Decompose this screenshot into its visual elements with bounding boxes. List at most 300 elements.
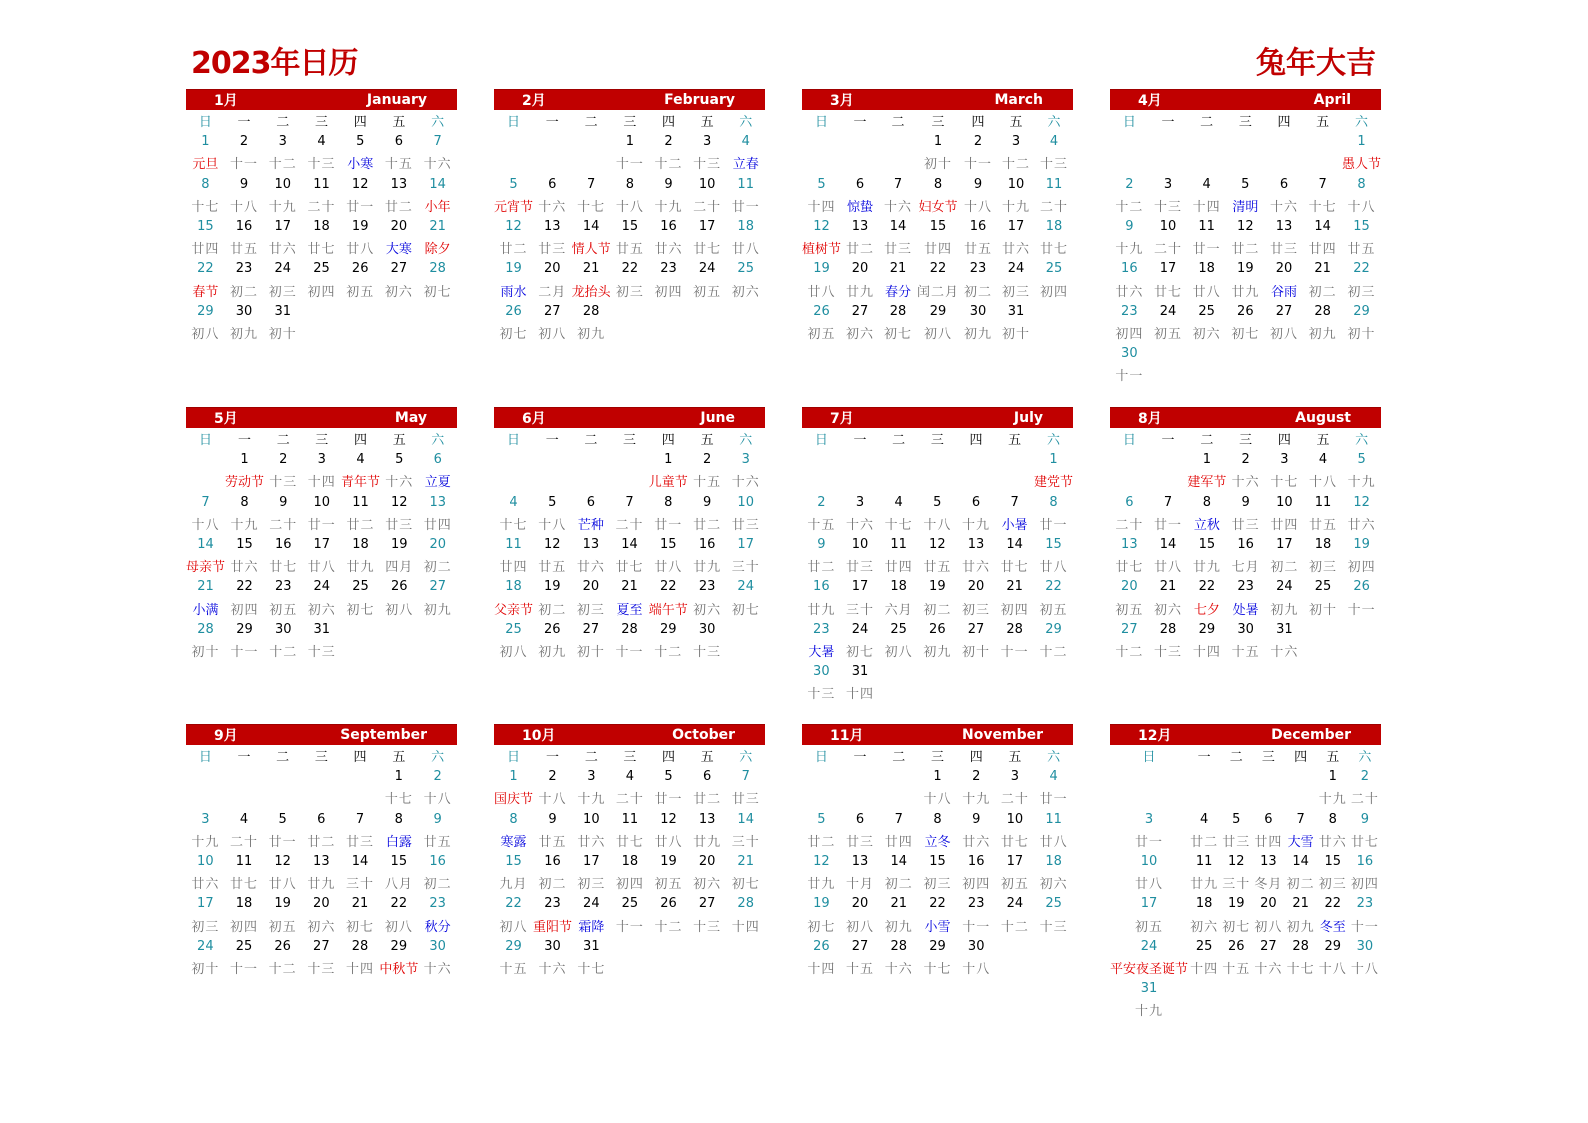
date-number: 26 — [1227, 938, 1245, 954]
solar-term: 小暑 — [1001, 517, 1028, 533]
lunar-date: 十二 — [654, 644, 683, 660]
date-number: 14 — [429, 176, 446, 192]
date-number: 14 — [737, 811, 754, 827]
date-number: 4 — [317, 134, 326, 150]
date-number: 12 — [813, 219, 830, 235]
empty-cell — [341, 640, 380, 661]
empty-cell — [1188, 766, 1220, 787]
festival-label: 儿童节 — [648, 475, 688, 491]
month-block — [186, 407, 457, 661]
month-header — [1110, 724, 1381, 745]
lunar-date: 廿九 — [307, 877, 336, 893]
date-number: 4 — [356, 452, 365, 468]
date-number: 18 — [621, 854, 639, 870]
lunar-date: 十四 — [731, 919, 760, 935]
festival-label: 植树节 — [802, 242, 842, 258]
lunar-date: 初五 — [693, 284, 722, 300]
solar-term: 芒种 — [577, 517, 604, 533]
date-number: 5 — [933, 494, 942, 510]
date-number: 12 — [1353, 494, 1370, 510]
date-number: 13 — [313, 854, 330, 870]
date-number: 23 — [813, 621, 830, 637]
date-number: 29 — [1324, 938, 1342, 954]
date-number: 27 — [851, 303, 869, 319]
month-name-en: May — [394, 410, 427, 426]
month-days-grid — [494, 745, 765, 978]
lunar-date: 廿七 — [1153, 284, 1182, 300]
date-number: 19 — [544, 579, 561, 595]
date-number: 3 — [1011, 134, 1021, 150]
lunar-date: 十八 — [230, 199, 259, 215]
empty-cell — [918, 449, 957, 470]
lunar-date: 十一 — [615, 644, 644, 660]
date-number: 22 — [1198, 579, 1216, 595]
date-number: 1 — [664, 452, 673, 468]
lunar-date: 十八 — [964, 199, 993, 215]
weekday-label: 日 — [507, 115, 521, 131]
month-block — [1110, 407, 1381, 661]
lunar-date: 十九 — [230, 517, 259, 533]
month-days-grid — [1110, 428, 1381, 661]
date-number: 22 — [1324, 896, 1342, 912]
date-number: 15 — [1324, 854, 1342, 870]
date-number: 6 — [317, 811, 326, 827]
empty-cell — [1342, 619, 1381, 640]
weekday-label: 日 — [1122, 433, 1136, 449]
lunar-date: 廿八 — [1153, 560, 1182, 576]
date-number: 13 — [390, 176, 408, 192]
date-number: 7 — [1010, 494, 1019, 510]
empty-cell — [1034, 936, 1073, 957]
month-name-en: July — [1013, 410, 1043, 426]
empty-cell — [1110, 766, 1188, 787]
lunar-date: 十七 — [577, 199, 606, 215]
date-number: 11 — [890, 537, 907, 553]
lunar-date: 十二 — [1001, 157, 1030, 173]
lunar-date: 廿一 — [654, 517, 683, 533]
weekday-label: 六 — [1046, 433, 1060, 449]
weekday-label: 一 — [1161, 115, 1175, 131]
lunar-date: 廿五 — [538, 834, 567, 850]
lunar-date: 初六 — [1190, 919, 1219, 935]
date-number: 9 — [972, 811, 981, 827]
date-number: 21 — [582, 261, 600, 277]
lunar-date: 六月 — [884, 602, 913, 618]
lunar-date: 廿八 — [731, 242, 760, 258]
empty-cell — [225, 787, 264, 808]
lunar-date: 初五 — [346, 284, 375, 300]
lunar-date: 十四 — [345, 961, 374, 977]
weekday-label: 三 — [623, 750, 637, 766]
date-number: 11 — [313, 176, 330, 192]
date-number: 26 — [813, 938, 830, 954]
lunar-date: 初九 — [538, 644, 567, 660]
date-number: 4 — [741, 134, 750, 150]
date-number: 25 — [313, 261, 330, 277]
solar-term: 惊蛰 — [847, 199, 874, 215]
date-number: 3 — [741, 452, 750, 468]
date-number: 9 — [433, 811, 442, 827]
month-name-en: December — [1271, 727, 1351, 743]
date-number: 31 — [851, 664, 869, 680]
lunar-date: 廿五 — [615, 242, 644, 258]
date-number: 13 — [429, 494, 447, 510]
date-number: 8 — [933, 176, 943, 192]
month-name-cn: 6月 — [522, 411, 546, 427]
date-number: 26 — [1237, 303, 1254, 319]
date-number: 3 — [1280, 452, 1289, 468]
lunar-date: 十九 — [1001, 199, 1030, 215]
lunar-date: 廿四 — [924, 242, 953, 258]
date-number: 23 — [969, 261, 987, 277]
solar-term: 冬至 — [1319, 919, 1346, 935]
date-number: 17 — [1140, 896, 1158, 912]
lunar-date: 廿一 — [1039, 517, 1068, 533]
date-number: 30 — [1356, 938, 1374, 954]
empty-cell — [533, 152, 572, 173]
month-block — [494, 407, 765, 661]
date-number: 7 — [201, 494, 210, 510]
date-number: 6 — [702, 769, 712, 785]
empty-cell — [419, 640, 458, 661]
lunar-date: 廿七 — [1115, 560, 1144, 576]
lunar-date: 十七 — [384, 792, 413, 808]
empty-cell — [1226, 343, 1265, 364]
lunar-date: 二十 — [1039, 199, 1068, 215]
date-number: 20 — [429, 537, 447, 553]
date-number: 4 — [625, 769, 635, 785]
lunar-date: 初二 — [230, 284, 259, 300]
date-number: 29 — [1353, 303, 1370, 319]
empty-cell — [1304, 640, 1343, 661]
lunar-date: 廿四 — [884, 560, 913, 576]
lunar-date: 十八 — [1347, 199, 1376, 215]
month-days-grid — [494, 428, 765, 661]
solar-term: 白露 — [385, 834, 412, 850]
weekday-label: 日 — [199, 433, 213, 449]
date-number: 7 — [433, 134, 442, 150]
date-number: 17 — [1006, 854, 1024, 870]
date-number: 20 — [544, 261, 561, 277]
weekday-label: 五 — [1326, 750, 1340, 766]
lunar-date: 初五 — [269, 602, 298, 618]
date-number: 1 — [1202, 452, 1211, 468]
date-number: 6 — [971, 494, 981, 510]
lunar-date: 初二 — [423, 877, 452, 893]
lunar-date: 十八 — [538, 792, 567, 808]
lunar-date: 廿四 — [1308, 242, 1337, 258]
date-number: 27 — [851, 938, 869, 954]
lunar-date: 十七 — [191, 199, 220, 215]
empty-cell — [802, 152, 841, 173]
lunar-date: 十一 — [615, 919, 644, 935]
lunar-date: 廿一 — [1135, 834, 1164, 850]
page-slogan: 兔年大吉 — [1256, 46, 1376, 81]
solar-term: 小寒 — [347, 157, 374, 173]
weekday-label: 四 — [662, 115, 676, 131]
empty-cell — [341, 301, 380, 322]
lunar-date: 八月 — [384, 877, 413, 893]
date-number: 11 — [1045, 176, 1063, 192]
empty-cell — [918, 661, 957, 682]
date-number: 29 — [1198, 621, 1216, 637]
date-number: 22 — [929, 896, 946, 912]
lunar-date: 十三 — [693, 157, 722, 173]
lunar-date: 廿二 — [693, 792, 722, 808]
date-number: 24 — [737, 579, 754, 595]
festival-label: 劳动节 — [225, 475, 265, 491]
empty-cell — [1252, 766, 1284, 787]
lunar-date: 初四 — [615, 877, 644, 893]
lunar-date: 廿二 — [807, 560, 836, 576]
date-number: 28 — [351, 938, 369, 954]
lunar-date: 十五 — [384, 157, 413, 173]
festival-label: 龙抬头 — [571, 284, 611, 300]
weekday-label: 一 — [546, 750, 560, 766]
date-number: 10 — [1140, 854, 1158, 870]
lunar-date: 初四 — [1350, 877, 1379, 893]
date-number: 8 — [1328, 811, 1337, 827]
empty-cell — [341, 619, 380, 640]
weekday-label: 三 — [314, 115, 328, 131]
date-number: 13 — [851, 219, 869, 235]
date-number: 12 — [351, 176, 369, 192]
weekday-label: 一 — [545, 433, 559, 449]
date-number: 30 — [544, 938, 561, 954]
lunar-date: 廿三 — [845, 560, 874, 576]
date-number: 23 — [275, 579, 292, 595]
date-number: 13 — [1275, 219, 1293, 235]
empty-cell — [995, 661, 1034, 682]
month-header — [802, 407, 1073, 428]
lunar-date: 初六 — [307, 602, 336, 618]
lunar-date: 十二 — [1115, 644, 1144, 660]
lunar-date: 闰二月 — [917, 284, 960, 300]
lunar-date: 廿八 — [654, 560, 683, 576]
empty-cell — [649, 936, 688, 957]
lunar-date: 初五 — [1115, 602, 1144, 618]
empty-cell — [1149, 470, 1188, 491]
date-number: 28 — [889, 303, 907, 319]
date-number: 10 — [737, 494, 754, 510]
weekday-label: 日 — [507, 750, 521, 766]
empty-cell — [611, 301, 650, 322]
date-number: 20 — [1121, 579, 1138, 595]
lunar-date: 初五 — [268, 919, 297, 935]
lunar-date: 初二 — [1270, 560, 1299, 576]
date-number: 25 — [890, 621, 907, 637]
date-number: 14 — [582, 219, 600, 235]
date-number: 27 — [698, 896, 716, 912]
month-header — [494, 407, 765, 428]
empty-cell — [186, 787, 225, 808]
lunar-date: 十一 — [1347, 602, 1376, 618]
lunar-date: 廿一 — [268, 834, 297, 850]
date-number: 2 — [1125, 176, 1134, 192]
empty-cell — [186, 766, 225, 787]
date-number: 24 — [1276, 579, 1293, 595]
date-number: 6 — [855, 811, 865, 827]
lunar-date: 十二 — [654, 157, 683, 173]
date-number: 13 — [1260, 854, 1277, 870]
lunar-date: 廿四 — [1254, 834, 1283, 850]
empty-cell — [879, 131, 917, 152]
lunar-date: 廿三 — [883, 242, 912, 258]
empty-cell — [1149, 364, 1188, 385]
lunar-date: 十二 — [269, 644, 298, 660]
weekday-label: 六 — [431, 115, 445, 131]
date-number: 14 — [1314, 219, 1331, 235]
date-number: 23 — [1237, 579, 1254, 595]
lunar-date: 十二 — [654, 919, 683, 935]
date-number: 5 — [1357, 452, 1366, 468]
empty-cell — [1349, 978, 1381, 999]
lunar-date: 廿三 — [385, 517, 414, 533]
date-number: 24 — [851, 621, 869, 637]
lunar-date: 十八 — [1308, 475, 1337, 491]
lunar-date: 廿三 — [538, 242, 567, 258]
empty-cell — [918, 682, 957, 703]
weekday-label: 一 — [237, 115, 251, 131]
lunar-date: 廿六 — [961, 560, 990, 576]
solar-term: 春分 — [884, 284, 911, 300]
empty-cell — [1226, 364, 1265, 385]
date-number: 24 — [698, 261, 716, 277]
weekday-label: 三 — [314, 750, 328, 766]
date-number: 26 — [351, 261, 369, 277]
lunar-date: 廿二 — [1231, 242, 1260, 258]
lunar-date: 十三 — [1153, 644, 1182, 660]
lunar-date: 初九 — [884, 919, 913, 935]
weekday-label: 四 — [1277, 433, 1291, 449]
empty-cell — [419, 619, 458, 640]
lunar-date: 廿二 — [1190, 834, 1219, 850]
lunar-date: 十三 — [307, 157, 336, 173]
empty-cell — [688, 322, 727, 343]
date-number: 29 — [929, 938, 946, 954]
lunar-date: 初七 — [845, 644, 874, 660]
empty-cell — [879, 449, 918, 470]
empty-cell — [802, 131, 841, 152]
empty-cell — [1304, 619, 1343, 640]
date-number: 4 — [894, 494, 903, 510]
weekday-label: 五 — [1009, 115, 1023, 131]
lunar-date: 初五 — [1135, 919, 1164, 935]
lunar-date: 廿九 — [846, 284, 875, 300]
empty-cell — [611, 936, 650, 957]
date-number: 2 — [972, 769, 981, 785]
empty-cell — [1110, 152, 1149, 173]
lunar-date: 廿二 — [846, 242, 875, 258]
lunar-date: 廿六 — [191, 877, 220, 893]
empty-cell — [1149, 449, 1188, 470]
lunar-date: 初七 — [731, 602, 760, 618]
lunar-date: 廿二 — [499, 242, 528, 258]
empty-cell — [302, 322, 341, 343]
weekday-label: 二 — [892, 750, 906, 766]
date-number: 21 — [889, 261, 907, 277]
solar-term: 寒露 — [500, 834, 527, 850]
lunar-date: 廿六 — [1318, 834, 1347, 850]
date-number: 19 — [505, 261, 522, 277]
date-number: 25 — [1045, 261, 1063, 277]
lunar-date: 十七 — [1286, 961, 1315, 977]
lunar-date: 初九 — [923, 644, 952, 660]
month-name-cn: 9月 — [214, 728, 238, 744]
lunar-date: 廿一 — [654, 792, 683, 808]
weekday-label: 日 — [1142, 750, 1156, 766]
date-number: 12 — [929, 537, 946, 553]
date-number: 25 — [1314, 579, 1332, 595]
lunar-date: 初六 — [693, 602, 722, 618]
date-number: 22 — [621, 261, 639, 277]
date-number: 20 — [390, 219, 408, 235]
lunar-date: 廿七 — [269, 560, 298, 576]
lunar-date: 十九 — [1347, 475, 1376, 491]
month-name-en: January — [366, 92, 427, 108]
lunar-date: 廿一 — [346, 199, 375, 215]
lunar-date: 廿四 — [884, 834, 913, 850]
empty-cell — [1252, 999, 1284, 1020]
date-number: 14 — [1159, 537, 1177, 553]
date-number: 4 — [1049, 769, 1058, 785]
empty-cell — [341, 787, 380, 808]
lunar-date: 廿六 — [1115, 284, 1144, 300]
date-number: 13 — [582, 537, 600, 553]
date-number: 14 — [351, 854, 369, 870]
lunar-date: 初九 — [1308, 326, 1337, 342]
lunar-date: 初六 — [1153, 602, 1182, 618]
lunar-date: 初八 — [846, 919, 875, 935]
empty-cell — [957, 470, 996, 491]
lunar-date: 初二 — [538, 877, 567, 893]
lunar-date: 初六 — [1039, 877, 1068, 893]
lunar-date: 初七 — [423, 284, 452, 300]
lunar-date: 廿三 — [731, 792, 760, 808]
empty-cell — [1303, 131, 1342, 152]
date-number: 7 — [625, 494, 634, 510]
empty-cell — [1252, 787, 1284, 808]
lunar-date: 二十 — [307, 199, 336, 215]
date-number: 4 — [1049, 134, 1059, 150]
lunar-date: 二十 — [1115, 517, 1144, 533]
lunar-date: 十七 — [884, 517, 913, 533]
date-number: 29 — [929, 303, 947, 319]
solar-term: 小雪 — [924, 919, 951, 935]
empty-cell — [572, 449, 611, 470]
date-number: 22 — [929, 261, 947, 277]
date-number: 20 — [851, 896, 869, 912]
lunar-date: 廿五 — [1308, 517, 1337, 533]
weekday-label: 三 — [622, 433, 636, 449]
empty-cell — [494, 470, 533, 491]
lunar-date: 十九 — [961, 517, 990, 533]
lunar-date: 十一 — [1115, 369, 1144, 385]
date-number: 28 — [890, 938, 908, 954]
weekday-label: 一 — [1197, 750, 1211, 766]
lunar-date: 廿一 — [307, 517, 336, 533]
date-number: 27 — [967, 621, 985, 637]
lunar-date: 初三 — [191, 919, 220, 935]
date-number: 11 — [235, 854, 253, 870]
lunar-date: 十四 — [1192, 644, 1221, 660]
lunar-date: 十八 — [538, 517, 567, 533]
date-number: 22 — [1353, 261, 1370, 277]
date-number: 22 — [390, 896, 408, 912]
date-number: 15 — [660, 537, 677, 553]
festival-label: 除夕 — [424, 242, 451, 258]
lunar-date: 十六 — [883, 199, 912, 215]
